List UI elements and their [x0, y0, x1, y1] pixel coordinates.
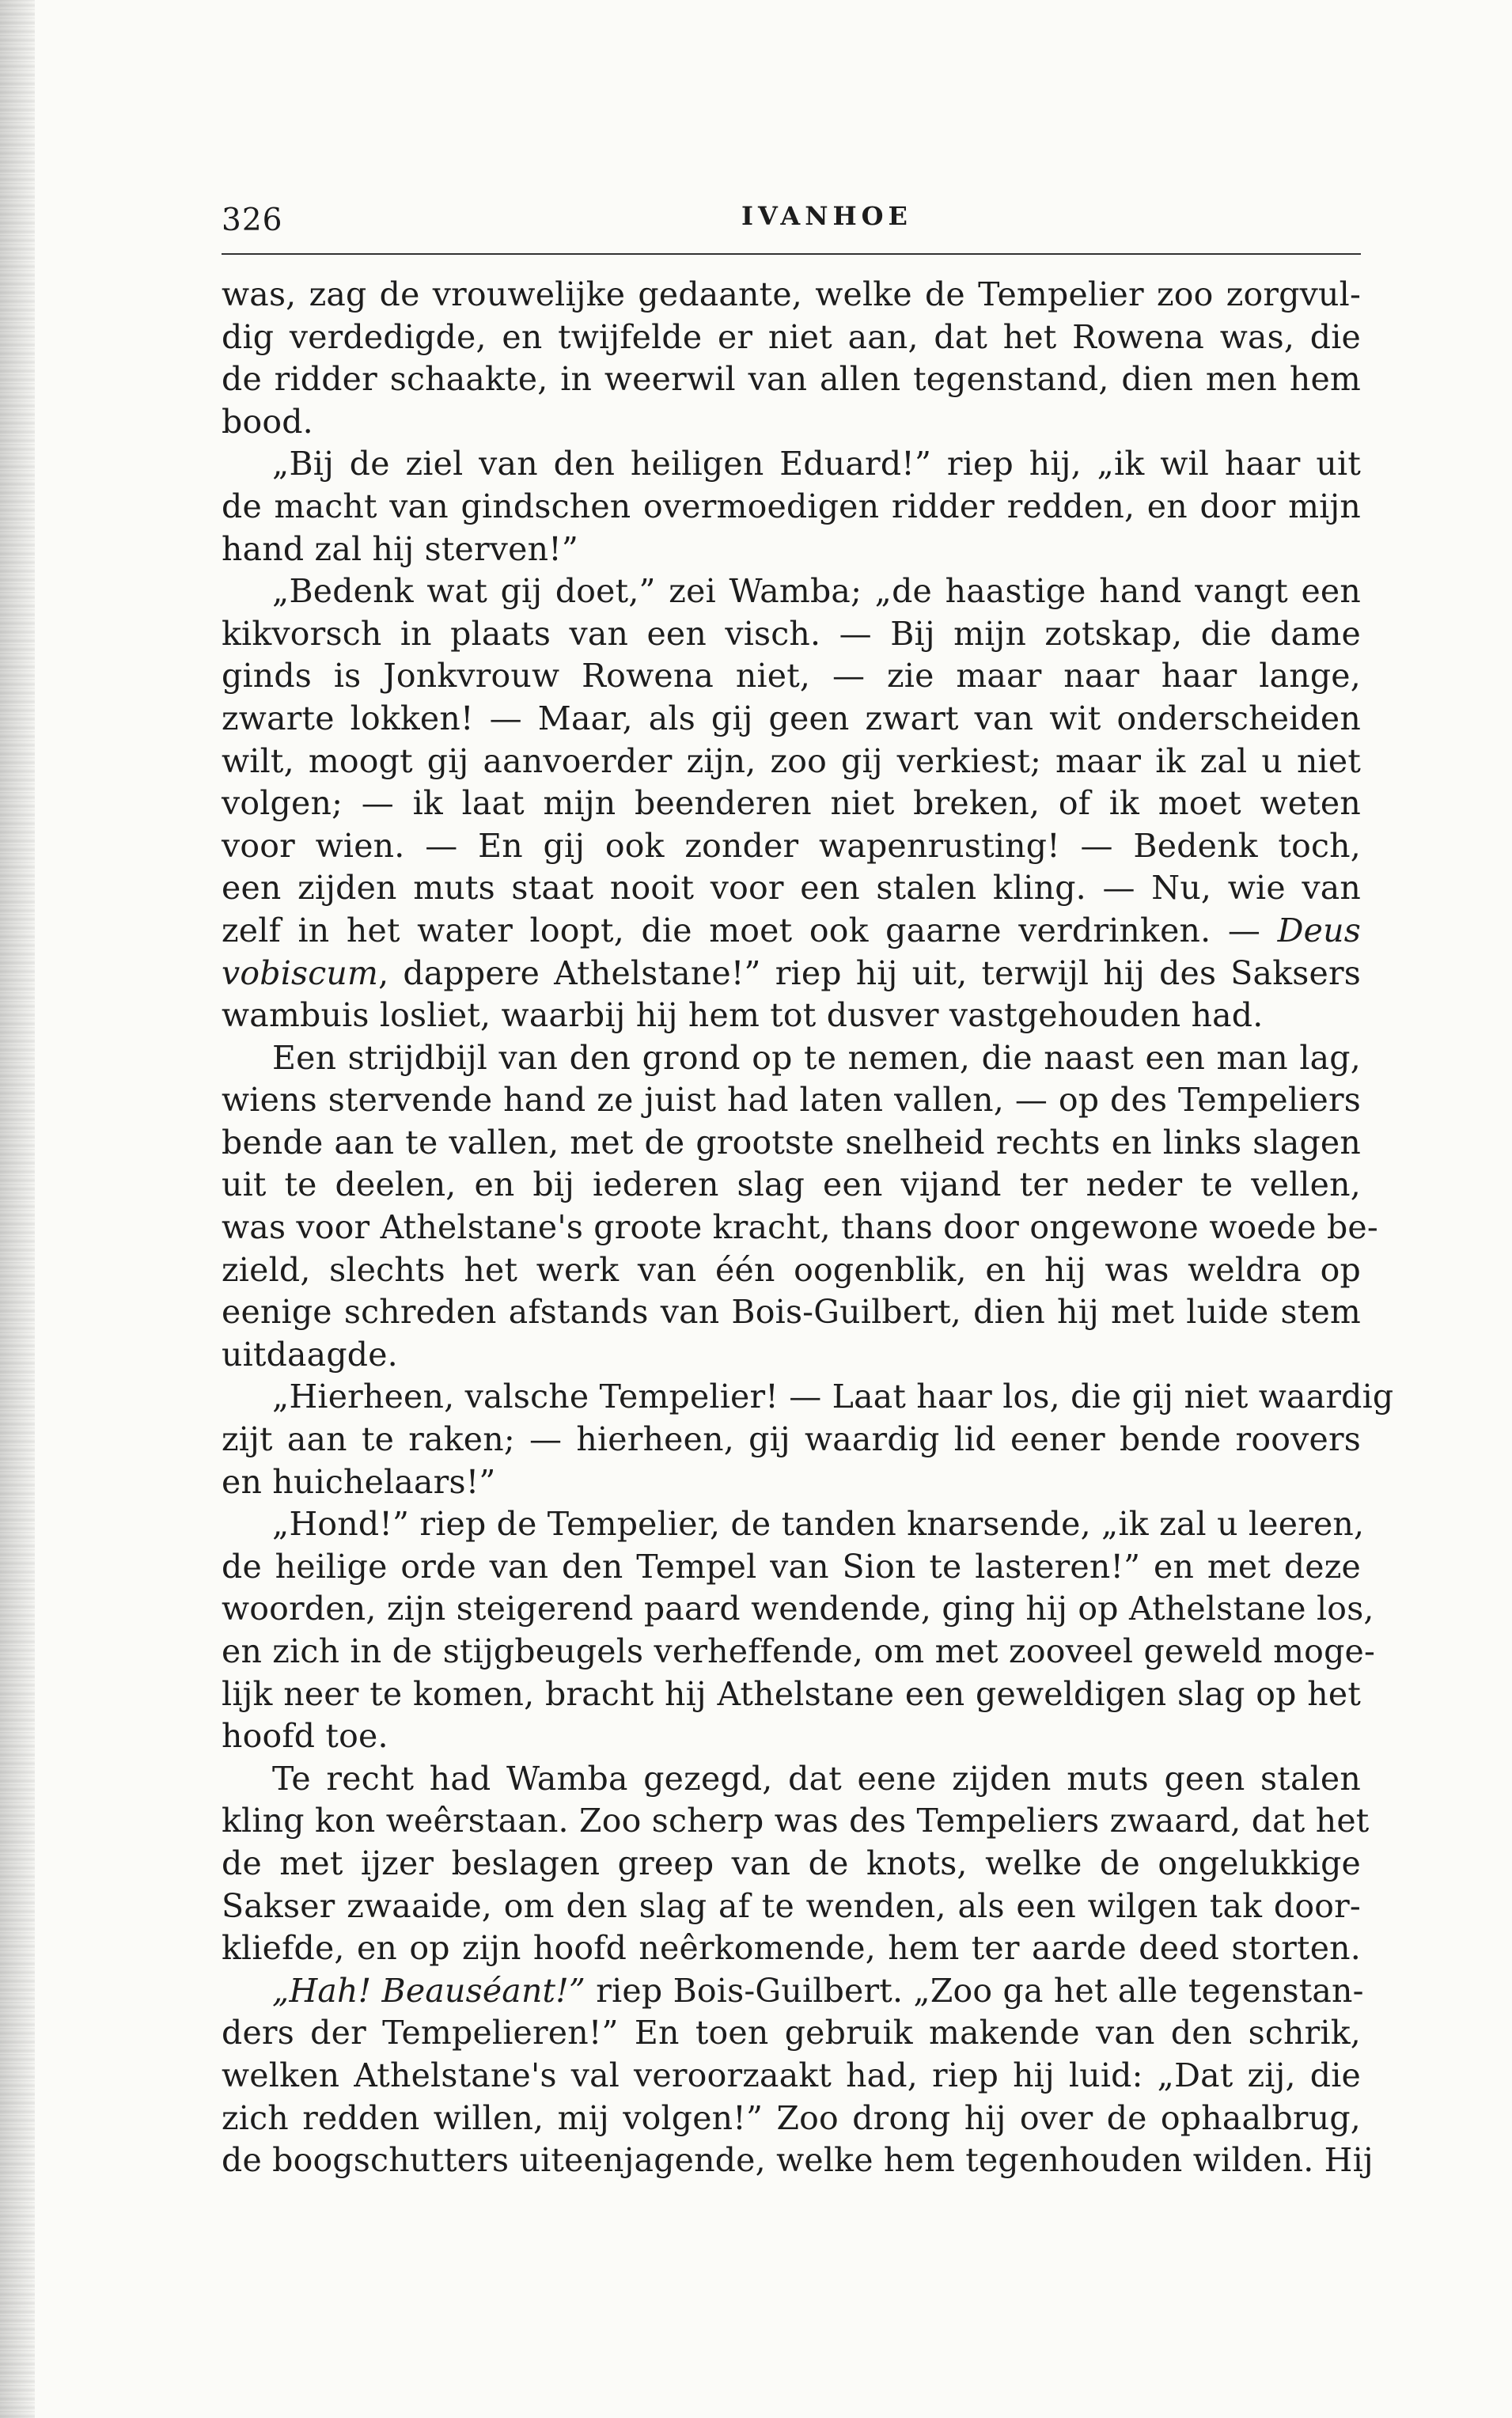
paragraph — [222, 1970, 1374, 2182]
text-line: ders der Tempelieren!” En toen gebruik makende van den schrik, — [222, 2014, 1361, 2052]
text-line: „Hond!” riep de Tempelier, de tanden knarsende, „ik zal u leeren, — [272, 1505, 1365, 1544]
text-line — [222, 953, 1361, 995]
text-line: de heilige orde van den Tempel van Sion te lasteren!” en met deze — [222, 1547, 1361, 1586]
text-line: en huichelaars!” — [222, 1462, 496, 1501]
italic-text: „Hah! Beauséant!” — [272, 1971, 586, 2010]
text-line: kikvorsch in plaats van een visch. — Bij mijn zotskap, die dame — [222, 614, 1361, 653]
text-segment: riep Bois-Guilbert. „Zoo ga het alle tegenstan- — [585, 1971, 1364, 2010]
text-line: de macht van gindschen overmoedigen ridder redden, en door mijn — [222, 487, 1361, 525]
text-line: welken Athelstane's val veroorzaakt had, riep hij luid: „Dat zij, die — [222, 2056, 1361, 2094]
text-line: uitdaagde. — [222, 1335, 398, 1374]
paragraph — [222, 1037, 1378, 1377]
paragraph — [222, 570, 1361, 1037]
text-line — [222, 1970, 1364, 2013]
text-line: was voor Athelstane's groote kracht, thans door ongewone woede be- — [222, 1208, 1378, 1247]
text-line: „Hierheen, valsche Tempelier! — Laat haar los, die gij niet waardig — [272, 1378, 1394, 1416]
paragraph — [222, 1376, 1394, 1503]
text-segment: zelf in het water loopt, die moet ook gaarne verdrinken. — — [222, 911, 1278, 949]
header-rule — [222, 253, 1361, 255]
text-line: wiens stervende hand ze juist had laten vallen, — op des Tempeliers — [222, 1081, 1361, 1120]
text-line: zwarte lokken! — Maar, als gij geen zwart van wit onderscheiden — [222, 699, 1361, 737]
text-line: Sakser zwaaide, om den slag af te wenden, als een wilgen tak door- — [222, 1886, 1361, 1925]
text-line: „Bedenk wat gij doet,” zei Wamba; „de haastige hand vangt een — [272, 572, 1361, 611]
text-line: volgen; — ik laat mijn beenderen niet breken, of ik moet weten — [222, 784, 1361, 823]
paragraph — [222, 1503, 1376, 1758]
italic-text: Deus — [1277, 911, 1361, 949]
text-segment: , dappere Athelstane!” riep hij uit, terwijl hij des Saksers — [378, 953, 1361, 992]
italic-text: vobiscum — [222, 953, 379, 992]
text-line: uit te deelen, en bij iederen slag een vijand ter neder te vellen, — [222, 1165, 1361, 1204]
page-number: 326 — [222, 203, 283, 238]
text-line — [222, 910, 1361, 953]
text-line: eenige schreden afstands van Bois-Guilbert, dien hij met luide stem — [222, 1293, 1361, 1332]
text-line: kliefde, en op zijn hoofd neêrkomende, hem ter aarde deed storten. — [222, 1929, 1361, 1968]
text-line: ginds is Jonkvrouw Rowena niet, — zie maar naar haar lange, — [222, 657, 1361, 695]
text-line: „Bij de ziel van den heiligen Eduard!” riep hij, „ik wil haar uit — [272, 445, 1361, 483]
text-line: hoofd toe. — [222, 1717, 388, 1756]
page-header — [222, 196, 1361, 252]
text-line: de met ijzer beslagen greep van de knots, welke de ongelukkige — [222, 1844, 1361, 1882]
text-line: hand zal hij sterven!” — [222, 529, 579, 568]
paragraph — [222, 274, 1361, 443]
text-line: lijk neer te komen, bracht hij Athelstane een geweldigen slag op het — [222, 1674, 1361, 1713]
text-line: Een strijdbijl van den grond op te nemen, die naast een man lag, — [272, 1038, 1361, 1077]
text-line: was, zag de vrouwelijke gedaante, welke de Tempelier zoo zorgvul- — [222, 275, 1361, 313]
paragraph — [222, 443, 1361, 570]
body-text — [222, 274, 1394, 2182]
text-line: een zijden muts staat nooit voor een stalen kling. — Nu, wie van — [222, 869, 1361, 908]
text-line: wilt, moogt gij aanvoerder zijn, zoo gij verkiest; maar ik zal u niet — [222, 741, 1361, 780]
text-line: dig verdedigde, en twijfelde er niet aan, dat het Rowena was, die — [222, 317, 1361, 356]
text-line: de boogschutters uiteenjagende, welke hem tegenhouden wilden. Hij — [222, 2141, 1374, 2180]
text-line: en zich in de stijgbeugels verheffende, om met zooveel geweld moge- — [222, 1632, 1376, 1670]
page-edge-shadow — [0, 0, 35, 2418]
text-line: zield, slechts het werk van één oogenblik, en hij was weldra op — [222, 1250, 1361, 1289]
paragraph — [222, 1758, 1370, 1970]
running-title: IVANHOE — [741, 201, 912, 231]
text-line: Te recht had Wamba gezegd, dat eene zijden muts geen stalen — [272, 1759, 1361, 1798]
text-line: kling kon weêrstaan. Zoo scherp was des Tempeliers zwaard, dat het — [222, 1802, 1370, 1840]
text-line: woorden, zijn steigerend paard wendende, ging hij op Athelstane los, — [222, 1590, 1374, 1628]
text-line: voor wien. — En gij ook zonder wapenrusting! — Bedenk toch, — [222, 826, 1361, 865]
text-line: wambuis losliet, waarbij hij hem tot dusver vastgehouden had. — [222, 996, 1264, 1035]
text-line: bende aan te vallen, met de grootste snelheid rechts en links slagen — [222, 1123, 1361, 1162]
text-line: bood. — [222, 402, 313, 441]
text-line: de ridder schaakte, in weerwil van allen tegenstand, dien men hem — [222, 360, 1361, 399]
text-line: zich redden willen, mij volgen!” Zoo drong hij over de ophaalbrug, — [222, 2098, 1361, 2137]
text-line: zijt aan te raken; — hierheen, gij waardig lid eener bende roovers — [222, 1420, 1361, 1459]
